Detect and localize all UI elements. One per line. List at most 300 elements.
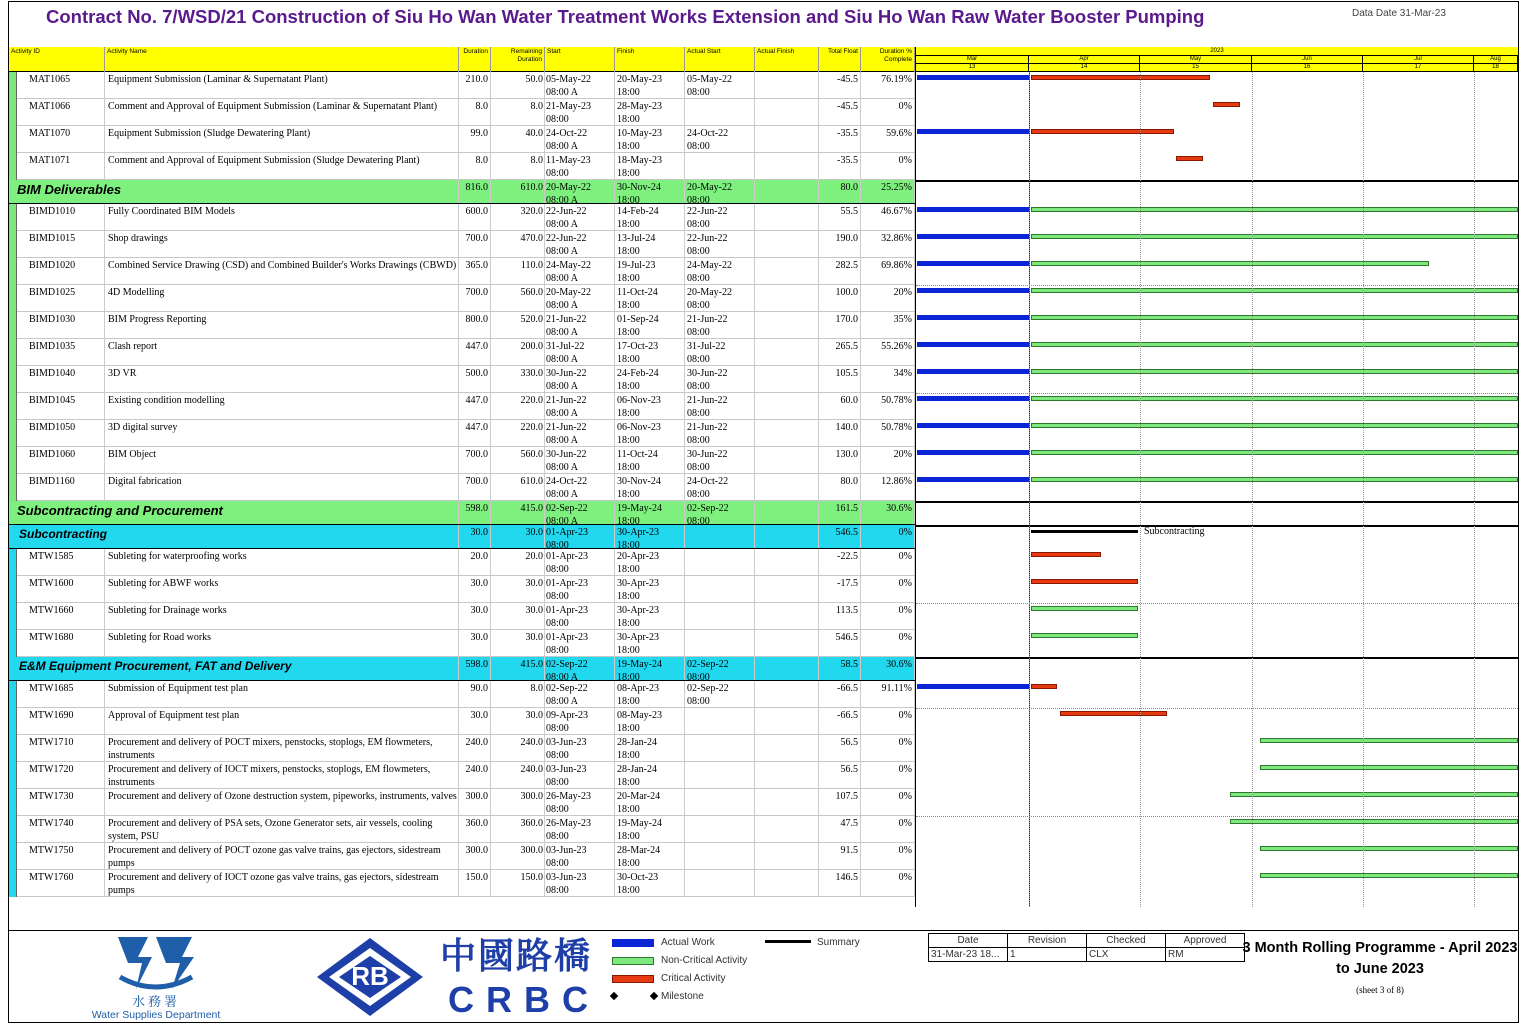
activity-id: MTW1690 — [9, 708, 105, 734]
table-row[interactable] — [9, 474, 915, 501]
gantt-summary-bar[interactable] — [1031, 530, 1138, 533]
remaining-duration: 30.0 — [491, 576, 545, 602]
finish-date: 30-Oct-23 — [617, 872, 659, 883]
start-time: 08:00 A — [546, 435, 578, 446]
col-activity-id[interactable]: Activity ID — [9, 47, 105, 72]
pct-complete: 50.78% — [861, 420, 915, 446]
gantt-actual-bar[interactable] — [917, 423, 1029, 428]
col-duration[interactable]: Duration — [459, 47, 491, 72]
start-time: 08:00 — [546, 831, 569, 842]
start-date: 11-May-23 — [546, 155, 591, 166]
finish-date: 28-Jan-24 — [617, 737, 657, 748]
activity-name: 3D digital survey — [105, 420, 459, 446]
start-time: 08:00 A — [546, 195, 578, 203]
finish — [615, 285, 685, 311]
rb-logo-text: RB — [351, 961, 389, 991]
duration: 30.0 — [459, 603, 491, 629]
legend-noncritical-swatch — [612, 957, 654, 965]
wbs-row[interactable] — [9, 657, 915, 681]
timescale-week-label: 14 — [1029, 63, 1139, 71]
remaining-duration: 220.0 — [491, 420, 545, 446]
pct-complete: 0% — [861, 762, 915, 788]
row-accent — [9, 153, 17, 180]
activity-name: Combined Service Drawing (CSD) and Combined Builder's Works Drawings (CBWD) — [105, 258, 459, 284]
gantt-noncritical-bar[interactable] — [1031, 423, 1518, 428]
col-finish[interactable]: Finish — [615, 47, 685, 72]
finish-time: 18:00 — [617, 696, 640, 707]
actual-finish — [755, 870, 819, 896]
gantt-actual-bar[interactable] — [917, 207, 1029, 212]
remaining-duration: 30.0 — [491, 630, 545, 656]
finish-date: 28-May-23 — [617, 101, 662, 112]
gantt-chart — [915, 47, 1519, 907]
remaining-duration: 300.0 — [491, 843, 545, 869]
activity-name: 4D Modelling — [105, 285, 459, 311]
finish — [615, 870, 685, 896]
pct-complete: 20% — [861, 285, 915, 311]
start-date: 21-Jun-22 — [546, 422, 587, 433]
start-date: 26-May-23 — [546, 791, 591, 802]
table-row[interactable] — [9, 549, 915, 576]
actual-start-time: 08:00 — [687, 435, 710, 446]
start-date: 24-Oct-22 — [546, 476, 588, 487]
gantt-actual-bar[interactable] — [917, 75, 1029, 80]
row-accent — [9, 762, 17, 789]
duration: 598.0 — [459, 657, 491, 680]
revision-header-row — [929, 934, 1245, 948]
wbs-row[interactable] — [9, 501, 915, 525]
finish-time: 18:00 — [617, 618, 640, 629]
gantt-actual-bar[interactable] — [917, 477, 1029, 482]
data-date: Data Date 31-Mar-23 — [1352, 8, 1446, 19]
gantt-actual-bar[interactable] — [917, 129, 1029, 134]
duration: 365.0 — [459, 258, 491, 284]
start-date: 31-Jul-22 — [546, 341, 585, 352]
finish — [615, 525, 685, 548]
table-row[interactable] — [9, 72, 915, 99]
gantt-noncritical-bar[interactable] — [1031, 342, 1518, 347]
start-time: 08:00 — [546, 723, 569, 734]
start-date: 21-Jun-22 — [546, 314, 587, 325]
gantt-noncritical-bar[interactable] — [1031, 606, 1138, 611]
remaining-duration: 610.0 — [491, 474, 545, 500]
col-start[interactable]: Start — [545, 47, 615, 72]
gantt-critical-bar[interactable] — [1031, 579, 1138, 584]
gantt-noncritical-bar[interactable] — [1031, 207, 1518, 212]
finish-time: 18:00 — [617, 87, 640, 98]
start-date: 20-May-22 — [546, 182, 591, 193]
actual-start — [685, 735, 755, 761]
row-accent — [9, 72, 17, 99]
table-row[interactable] — [9, 576, 915, 603]
gantt-actual-bar[interactable] — [917, 396, 1029, 401]
pct-complete: 32.86% — [861, 231, 915, 257]
table-row[interactable] — [9, 312, 915, 339]
total-float: 80.0 — [819, 180, 861, 203]
wbs-name: E&M Equipment Procurement, FAT and Delivery — [9, 657, 459, 680]
col-pct-complete[interactable]: Duration % Complete — [861, 47, 915, 72]
col-actual-start[interactable]: Actual Start — [685, 47, 755, 72]
gantt-noncritical-bar[interactable] — [1031, 633, 1138, 638]
activity-name: Equipment Submission (Sludge Dewatering Plant) — [105, 126, 459, 152]
timescale-month — [1474, 56, 1518, 71]
finish-time: 18:00 — [617, 564, 640, 575]
gantt-noncritical-bar[interactable] — [1260, 873, 1518, 878]
col-remaining[interactable]: Remaining Duration — [491, 47, 545, 72]
actual-start — [685, 525, 755, 548]
pct-complete: 0% — [861, 525, 915, 548]
gantt-noncritical-bar[interactable] — [1031, 369, 1518, 374]
start — [545, 789, 615, 815]
start-time: 08:00 — [546, 168, 569, 179]
table-row[interactable] — [9, 258, 915, 285]
total-float: 100.0 — [819, 285, 861, 311]
pct-complete: 0% — [861, 576, 915, 602]
table-row[interactable] — [9, 99, 915, 126]
row-accent — [9, 630, 17, 657]
gantt-noncritical-bar[interactable] — [1031, 288, 1518, 293]
row-accent — [9, 843, 17, 870]
rev-approved: RM — [1166, 948, 1245, 962]
rev-revision: 1 — [1008, 948, 1087, 962]
total-float: 56.5 — [819, 762, 861, 788]
finish — [615, 99, 685, 125]
activity-name: Procurement and delivery of Ozone destruction system, pipeworks, instruments, valves — [105, 789, 459, 815]
actual-finish — [755, 72, 819, 98]
table-row[interactable] — [9, 681, 915, 708]
activity-id: MTW1730 — [9, 789, 105, 815]
timescale-year: 2023 — [916, 47, 1518, 56]
finish-date: 30-Apr-23 — [617, 578, 660, 589]
finish-date: 06-Nov-23 — [617, 395, 661, 406]
row-accent — [9, 525, 17, 549]
gantt-noncritical-bar[interactable] — [1031, 234, 1518, 239]
start — [545, 366, 615, 392]
timescale-month — [1363, 56, 1474, 71]
finish-time: 18:00 — [617, 723, 640, 734]
finish-date: 01-Sep-24 — [617, 314, 659, 325]
finish-time: 18:00 — [617, 195, 640, 203]
remaining-duration: 330.0 — [491, 366, 545, 392]
gantt-actual-bar[interactable] — [917, 288, 1029, 293]
timescale-month-label: May — [1189, 56, 1202, 62]
legend-summary-label: Summary — [817, 937, 860, 948]
legend-milestone-label: Milestone — [661, 991, 704, 1002]
pct-complete: 91.11% — [861, 681, 915, 707]
start — [545, 393, 615, 419]
actual-start — [685, 312, 755, 338]
start-date: 26-May-23 — [546, 818, 591, 829]
finish-time: 18:00 — [617, 300, 640, 311]
remaining-duration: 20.0 — [491, 549, 545, 575]
actual-start-date: 24-May-22 — [687, 260, 732, 271]
duration: 447.0 — [459, 420, 491, 446]
start — [545, 501, 615, 524]
pct-complete: 0% — [861, 708, 915, 734]
table-row[interactable] — [9, 447, 915, 474]
remaining-duration: 240.0 — [491, 762, 545, 788]
actual-start — [685, 843, 755, 869]
activity-name: Clash report — [105, 339, 459, 365]
pct-complete: 0% — [861, 549, 915, 575]
gantt-noncritical-bar[interactable] — [1260, 765, 1518, 770]
row-accent — [9, 549, 17, 576]
finish — [615, 549, 685, 575]
start — [545, 180, 615, 203]
timescale-month-label: Jul — [1414, 56, 1422, 62]
activity-id: MTW1685 — [9, 681, 105, 707]
activity-id: MTW1680 — [9, 630, 105, 656]
actual-finish — [755, 789, 819, 815]
actual-start-date: 21-Jun-22 — [687, 422, 728, 433]
start-time: 08:00 — [546, 564, 569, 575]
finish-time: 18:00 — [617, 804, 640, 815]
gantt-actual-bar[interactable] — [917, 234, 1029, 239]
row-accent — [9, 735, 17, 762]
activity-name: Comment and Approval of Equipment Submission (Laminar & Supernatant Plant) — [105, 99, 459, 125]
duration: 30.0 — [459, 708, 491, 734]
duration: 700.0 — [459, 447, 491, 473]
table-row[interactable] — [9, 126, 915, 153]
remaining-duration: 240.0 — [491, 735, 545, 761]
start — [545, 870, 615, 896]
remaining-duration: 8.0 — [491, 153, 545, 179]
total-float: 161.5 — [819, 501, 861, 524]
total-float: 47.5 — [819, 816, 861, 842]
activity-name: Subleting for Road works — [105, 630, 459, 656]
row-accent — [9, 258, 17, 285]
actual-start — [685, 603, 755, 629]
pct-complete: 20% — [861, 447, 915, 473]
start-time: 08:00 A — [546, 696, 578, 707]
gantt-critical-bar[interactable] — [1031, 75, 1210, 80]
row-accent — [9, 474, 17, 501]
table-row[interactable] — [9, 870, 915, 897]
total-float: 146.5 — [819, 870, 861, 896]
gantt-noncritical-bar[interactable] — [1260, 738, 1518, 743]
table-row[interactable] — [9, 762, 915, 789]
actual-start-date: 20-May-22 — [687, 287, 732, 298]
activity-id: MTW1600 — [9, 576, 105, 602]
legend-noncritical-label: Non-Critical Activity — [661, 955, 748, 966]
total-float: -22.5 — [819, 549, 861, 575]
gantt-noncritical-bar[interactable] — [1260, 846, 1518, 851]
total-float: -45.5 — [819, 72, 861, 98]
gantt-actual-bar[interactable] — [917, 315, 1029, 320]
finish-time: 18:00 — [617, 885, 640, 896]
gantt-noncritical-bar[interactable] — [1031, 450, 1518, 455]
gantt-noncritical-bar[interactable] — [1031, 315, 1518, 320]
activity-id: BIMD1015 — [9, 231, 105, 257]
duration: 30.0 — [459, 630, 491, 656]
start-date: 21-Jun-22 — [546, 395, 587, 406]
table-row[interactable] — [9, 708, 915, 735]
actual-start — [685, 762, 755, 788]
total-float: 113.5 — [819, 603, 861, 629]
col-actual-finish[interactable]: Actual Finish — [755, 47, 819, 72]
actual-start-time: 08:00 — [687, 696, 710, 707]
start — [545, 816, 615, 842]
start-time: 08:00 A — [546, 87, 578, 98]
gantt-critical-bar[interactable] — [1031, 552, 1101, 557]
start-time: 08:00 — [546, 618, 569, 629]
table-row[interactable] — [9, 630, 915, 657]
gantt-critical-bar[interactable] — [1031, 684, 1057, 689]
duration: 447.0 — [459, 339, 491, 365]
table-row[interactable] — [9, 153, 915, 180]
remaining-duration: 560.0 — [491, 447, 545, 473]
duration: 90.0 — [459, 681, 491, 707]
finish — [615, 630, 685, 656]
table-row[interactable] — [9, 816, 915, 843]
duration: 8.0 — [459, 99, 491, 125]
start-date: 03-Jun-23 — [546, 845, 587, 856]
start — [545, 339, 615, 365]
gantt-actual-bar[interactable] — [917, 684, 1029, 689]
activity-name: Procurement and delivery of PSA sets, Ozone Generator sets, air vessels, cooling system, PSU — [105, 816, 459, 842]
total-float: 105.5 — [819, 366, 861, 392]
gantt-critical-bar[interactable] — [1213, 102, 1240, 107]
revision-value-row — [929, 948, 1245, 962]
actual-finish — [755, 447, 819, 473]
finish-date: 06-Nov-23 — [617, 422, 661, 433]
row-accent — [9, 816, 17, 843]
activity-id: BIMD1010 — [9, 204, 105, 230]
start — [545, 312, 615, 338]
start — [545, 258, 615, 284]
actual-start — [685, 393, 755, 419]
total-float: 107.5 — [819, 789, 861, 815]
actual-start — [685, 870, 755, 896]
table-row[interactable] — [9, 231, 915, 258]
finish-date: 30-Apr-23 — [617, 605, 660, 616]
finish — [615, 843, 685, 869]
duration: 99.0 — [459, 126, 491, 152]
start-time: 08:00 — [546, 804, 569, 815]
table-row[interactable] — [9, 366, 915, 393]
actual-finish — [755, 258, 819, 284]
crbc-english-name: CRBC — [448, 979, 600, 1020]
activity-name: Digital fabrication — [105, 474, 459, 500]
wbs-name: BIM Deliverables — [9, 180, 459, 203]
gantt-actual-bar[interactable] — [917, 450, 1029, 455]
start-time: 08:00 — [546, 750, 569, 761]
timescale-month-label: Jun — [1302, 56, 1312, 62]
timescale-week-label: 15 — [1140, 63, 1251, 71]
wbs-name: Subcontracting — [9, 525, 459, 548]
start-date: 24-May-22 — [546, 260, 591, 271]
row-accent — [9, 99, 17, 126]
wbs-row[interactable] — [9, 525, 915, 549]
activity-id: BIMD1030 — [9, 312, 105, 338]
activity-id: MAT1071 — [9, 153, 105, 179]
wbs-name: Subcontracting and Procurement — [9, 501, 459, 524]
duration: 360.0 — [459, 816, 491, 842]
gantt-critical-bar[interactable] — [1176, 156, 1203, 161]
finish — [615, 708, 685, 734]
col-total-float[interactable]: Total Float — [819, 47, 861, 72]
gantt-critical-bar[interactable] — [1060, 711, 1167, 716]
start-time: 08:00 — [546, 540, 569, 548]
table-row[interactable] — [9, 285, 915, 312]
remaining-duration: 220.0 — [491, 393, 545, 419]
total-float: -45.5 — [819, 99, 861, 125]
gantt-row-line — [916, 525, 1518, 527]
finish-date: 20-Apr-23 — [617, 551, 660, 562]
timescale-month-label: Aug — [1490, 56, 1501, 62]
finish-time: 18:00 — [617, 858, 640, 869]
wbs-row[interactable] — [9, 180, 915, 204]
actual-finish — [755, 204, 819, 230]
duration: 300.0 — [459, 843, 491, 869]
finish — [615, 762, 685, 788]
pct-complete: 46.67% — [861, 204, 915, 230]
table-row[interactable] — [9, 393, 915, 420]
duration: 20.0 — [459, 549, 491, 575]
actual-finish — [755, 180, 819, 203]
activity-name: Existing condition modelling — [105, 393, 459, 419]
finish-date: 19-May-24 — [617, 659, 662, 670]
row-accent — [9, 366, 17, 393]
row-accent — [9, 501, 17, 525]
table-row[interactable] — [9, 204, 915, 231]
wsd-logo — [112, 933, 198, 993]
activity-id: BIMD1060 — [9, 447, 105, 473]
gantt-noncritical-bar[interactable] — [1031, 261, 1429, 266]
activity-id: MAT1070 — [9, 126, 105, 152]
row-accent — [9, 681, 17, 708]
gantt-actual-bar[interactable] — [917, 369, 1029, 374]
gantt-noncritical-bar[interactable] — [1031, 477, 1518, 482]
gantt-actual-bar[interactable] — [917, 261, 1029, 266]
gantt-critical-bar[interactable] — [1031, 129, 1174, 134]
table-row[interactable] — [9, 603, 915, 630]
gantt-gridline — [1252, 72, 1253, 907]
actual-start-date: 22-Jun-22 — [687, 206, 728, 217]
actual-finish — [755, 735, 819, 761]
actual-finish — [755, 576, 819, 602]
gantt-row-line — [916, 708, 1518, 709]
remaining-duration: 320.0 — [491, 204, 545, 230]
actual-start — [685, 285, 755, 311]
duration: 300.0 — [459, 789, 491, 815]
gantt-noncritical-bar[interactable] — [1031, 396, 1518, 401]
row-accent — [9, 576, 17, 603]
table-row[interactable] — [9, 789, 915, 816]
column-header — [9, 47, 915, 72]
gantt-summary-label: Subcontracting — [1144, 526, 1205, 537]
activity-name: Subleting for Drainage works — [105, 603, 459, 629]
total-float: 60.0 — [819, 393, 861, 419]
table-row[interactable] — [9, 735, 915, 762]
table-row[interactable] — [9, 339, 915, 366]
gantt-actual-bar[interactable] — [917, 342, 1029, 347]
actual-finish — [755, 708, 819, 734]
col-activity-name[interactable]: Activity Name — [105, 47, 459, 72]
row-accent — [9, 285, 17, 312]
actual-start — [685, 126, 755, 152]
duration: 700.0 — [459, 474, 491, 500]
finish-date: 14-Feb-24 — [617, 206, 659, 217]
duration: 800.0 — [459, 312, 491, 338]
actual-start — [685, 657, 755, 680]
start — [545, 576, 615, 602]
total-float: 55.5 — [819, 204, 861, 230]
actual-start-date: 24-Oct-22 — [687, 128, 729, 139]
table-row[interactable] — [9, 843, 915, 870]
start-date: 24-Oct-22 — [546, 128, 588, 139]
table-row[interactable] — [9, 420, 915, 447]
